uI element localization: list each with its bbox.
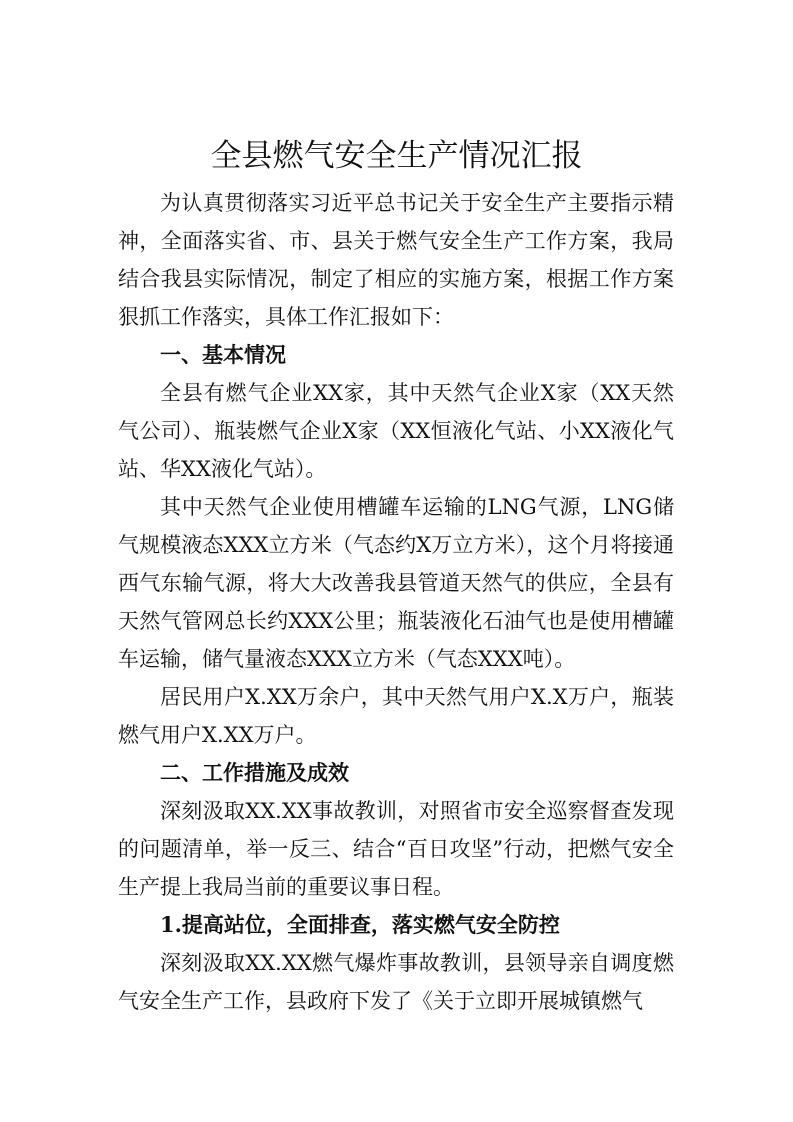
paragraph-enterprises: 全县有燃气企业XX家，其中天然气企业X家（XX天然气公司）、瓶装燃气企业X家（XX恒液化气站、小XX液化气站、华XX液化气站）。 bbox=[118, 381, 674, 481]
paragraph-lessons: 深刻汲取XX.XX事故教训，对照省市安全巡察督查发现的问题清单，举一反三、结合“百日攻坚”行动，把燃气安全生产提上我局当前的重要议事日程。 bbox=[118, 799, 674, 899]
paragraph-explosion-lessons: 深刻汲取XX.XX燃气爆炸事故教训，县领导亲自调度燃气安全生产工作，县政府下发了《关于立即开展城镇燃气 bbox=[118, 951, 674, 1013]
document-title: 全县燃气安全生产情况汇报 bbox=[210, 138, 583, 174]
subsection-heading-1: 1.提高站位，全面排查，落实燃气安全防控 bbox=[160, 912, 560, 937]
section-heading-basic-situation: 一、基本情况 bbox=[160, 343, 286, 367]
section-heading-measures: 二、工作措施及成效 bbox=[160, 761, 349, 785]
paragraph-gas-supply: 其中天然气企业使用槽罐车运输的LNG气源，LNG储气规模液态XXX立方米（气态约X万立方米），这个月将接通西气东输气源，将大大改善我县管道天然气的供应，全县有天然气管网总长约XXX公里；瓶装液化石油气也是使用槽罐车运输，储气量液态XXX立方米（气态XXX吨）。 bbox=[118, 495, 674, 671]
paragraph-users: 居民用户X.XX万余户，其中天然气用户X.X万户，瓶装燃气用户X.XX万户。 bbox=[118, 685, 674, 747]
document-body bbox=[118, 184, 674, 1020]
intro-paragraph: 为认真贯彻落实习近平总书记关于安全生产主要指示精神，全面落实省、市、县关于燃气安全生产工作方案，我局结合我县实际情况，制定了相应的实施方案，根据工作方案狠抓工作落实，具体工作汇报如下： bbox=[118, 191, 674, 329]
